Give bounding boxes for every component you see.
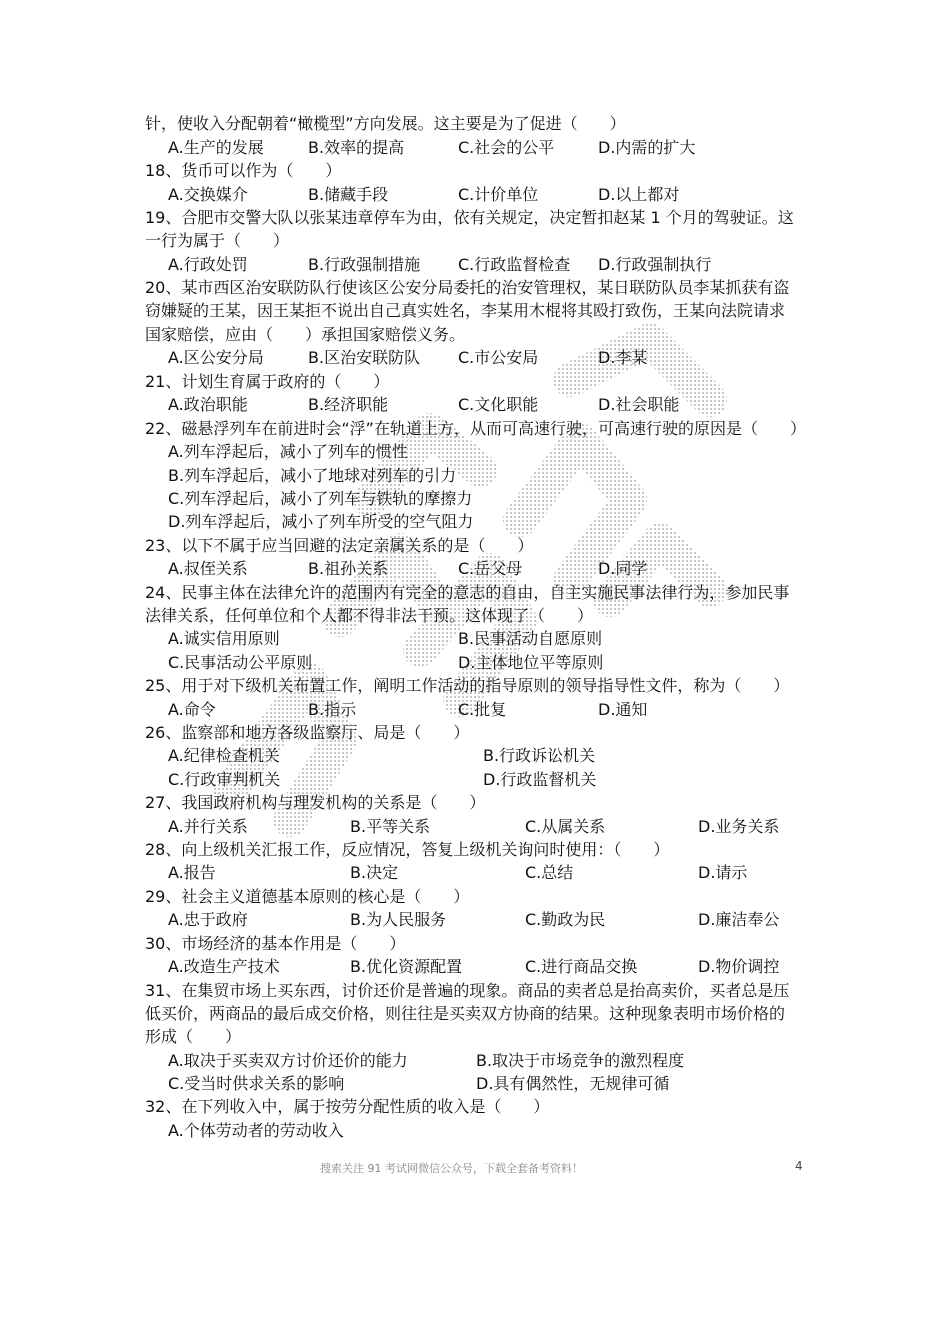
- question-line: 27、我国政府机构与理发机构的关系是（ ）: [145, 793, 486, 812]
- question-line: 32、在下列收入中，属于按劳分配性质的收入是（ ）: [145, 1097, 550, 1116]
- question-line: 窃嫌疑的王某，因王某拒不说出自己真实姓名，李某用木棍将其殴打致伤，王某向法院请求: [145, 301, 786, 320]
- option: B.祖孙关系: [308, 559, 389, 578]
- option: A.生产的发展: [168, 138, 264, 157]
- option: C.行政监督检查: [458, 255, 571, 274]
- option: D.社会职能: [598, 395, 680, 414]
- option: C.受当时供求关系的影响: [168, 1074, 345, 1093]
- question-line: 19、合肥市交警大队以张某违章停车为由，依有关规定，决定暂扣赵某 1 个月的驾驶证。这: [145, 208, 794, 227]
- option: A.取决于买卖双方讨价还价的能力: [168, 1051, 408, 1070]
- option: A.并行关系: [168, 817, 248, 836]
- option: D.业务关系: [698, 817, 780, 836]
- option: A.交换媒介: [168, 185, 248, 204]
- option: C.总结: [525, 863, 574, 882]
- option: C.岳父母: [458, 559, 523, 578]
- question-line: 20、某市西区治安联防队行使该区公安分局委托的治安管理权，某日联防队员李某抓获有盗: [145, 278, 790, 297]
- question-line: 21、计划生育属于政府的（ ）: [145, 372, 390, 391]
- option: B.优化资源配置: [350, 957, 463, 976]
- question-line: 针，使收入分配朝着“橄榄型”方向发展。这主要是为了促进（ ）: [145, 114, 626, 133]
- option: D.具有偶然性，无规律可循: [476, 1074, 670, 1093]
- page-number: 4: [795, 1159, 803, 1173]
- question-line: 25、用于对下级机关布置工作，阐明工作活动的指导原则的领导指导性文件，称为（ ）: [145, 676, 790, 695]
- option: D.内需的扩大: [598, 138, 696, 157]
- question-line: 31、在集贸市场上买东西，讨价还价是普遍的现象。商品的卖者总是抬高卖价，买者总是压: [145, 981, 790, 1000]
- option: D.以上都对: [598, 185, 680, 204]
- option: C.行政审判机关: [168, 770, 281, 789]
- option: C.批复: [458, 700, 507, 719]
- option: A.改造生产技术: [168, 957, 280, 976]
- option: B.储藏手段: [308, 185, 389, 204]
- option: B.民事活动自愿原则: [458, 629, 603, 648]
- option: D.同学: [598, 559, 648, 578]
- option: D.主体地位平等原则: [458, 653, 604, 672]
- question-line: 法律关系，任何单位和个人都不得非法干预。这体现了（ ）: [145, 606, 594, 625]
- question-line: 22、磁悬浮列车在前进时会“浮”在轨道上方，从而可高速行驶，可高速行驶的原因是（ ）: [145, 419, 806, 438]
- option: C.民事活动公平原则: [168, 653, 313, 672]
- option: A.命令: [168, 700, 216, 719]
- question-line: 28、向上级机关汇报工作，反应情况，答复上级机关询问时使用：（ ）: [145, 840, 670, 859]
- question-line: 30、市场经济的基本作用是（ ）: [145, 934, 406, 953]
- option: B.决定: [350, 863, 399, 882]
- option: B.经济职能: [308, 395, 389, 414]
- option: A.诚实信用原则: [168, 629, 280, 648]
- question-line: 一行为属于（ ）: [145, 231, 290, 250]
- question-line: 26、监察部和地方各级监察厅、局是（ ）: [145, 723, 470, 742]
- option: A.列车浮起后，减小了列车的惯性: [168, 442, 408, 461]
- option: B.平等关系: [350, 817, 431, 836]
- option: D.请示: [698, 863, 748, 882]
- option: D.通知: [598, 700, 648, 719]
- option: B.区治安联防队: [308, 348, 421, 367]
- option: A.区公安分局: [168, 348, 264, 367]
- option: C.从属关系: [525, 817, 606, 836]
- option: C.列车浮起后，减小了列车与铁轨的摩擦力: [168, 489, 473, 508]
- option: B.列车浮起后，减小了地球对列车的引力: [168, 466, 457, 485]
- question-line: 形成（ ）: [145, 1027, 242, 1046]
- question-line: 29、社会主义道德基本原则的核心是（ ）: [145, 887, 470, 906]
- option: A.忠于政府: [168, 910, 248, 929]
- option: B.行政诉讼机关: [483, 746, 596, 765]
- option: B.指示: [308, 700, 357, 719]
- question-line: 18、货币可以作为（ ）: [145, 161, 342, 180]
- option: C.文化职能: [458, 395, 539, 414]
- option: A.叔侄关系: [168, 559, 248, 578]
- option: A.报告: [168, 863, 216, 882]
- question-line: 23、以下不属于应当回避的法定亲属关系的是（ ）: [145, 536, 534, 555]
- question-line: 国家赔偿，应由（ ）承担国家赔偿义务。: [145, 325, 466, 344]
- option: D.李某: [598, 348, 648, 367]
- option: B.行政强制措施: [308, 255, 421, 274]
- option: A.政治职能: [168, 395, 248, 414]
- option: D.物价调控: [698, 957, 780, 976]
- option: C.计价单位: [458, 185, 539, 204]
- footer-text: 搜索关注 91 考试网微信公众号，下载全套备考资料！: [320, 1162, 583, 1175]
- option: B.为人民服务: [350, 910, 447, 929]
- option: B.取决于市场竞争的激烈程度: [476, 1051, 685, 1070]
- option: C.勤政为民: [525, 910, 606, 929]
- option: C.市公安局: [458, 348, 539, 367]
- option: D.廉洁奉公: [698, 910, 780, 929]
- option: C.社会的公平: [458, 138, 555, 157]
- option: A.行政处罚: [168, 255, 248, 274]
- question-line: 24、民事主体在法律允许的范围内有完全的意志的自由，自主实施民事法律行为，参加民事: [145, 583, 790, 602]
- option: A.纪律检查机关: [168, 746, 280, 765]
- question-line: 低买价，两商品的最后成交价格，则往往是买卖双方协商的结果。这种现象表明市场价格的: [145, 1004, 786, 1023]
- option: A.个体劳动者的劳动收入: [168, 1121, 344, 1140]
- option: D.行政监督机关: [483, 770, 597, 789]
- option: D.行政强制执行: [598, 255, 712, 274]
- option: C.进行商品交换: [525, 957, 638, 976]
- option: D.列车浮起后，减小了列车所受的空气阻力: [168, 512, 474, 531]
- option: B.效率的提高: [308, 138, 405, 157]
